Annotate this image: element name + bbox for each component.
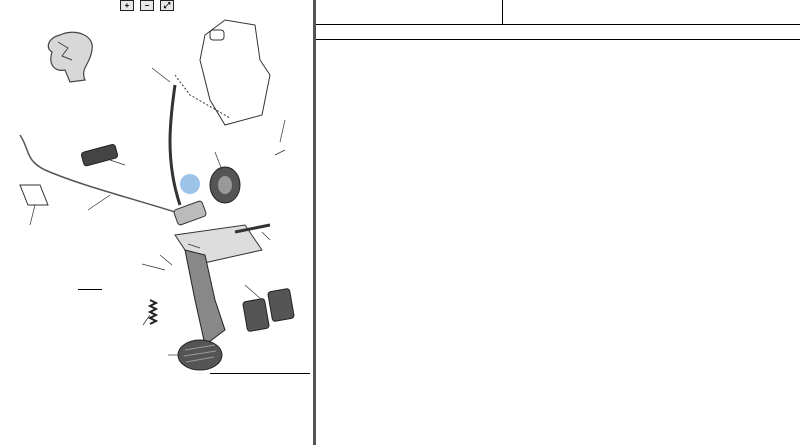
diagram-drawing [0,0,313,445]
zoom-in-icon[interactable]: + [120,0,134,11]
page-title [503,0,800,25]
zoom-out-icon[interactable]: − [140,0,154,11]
page-subtitle [316,25,800,40]
fraction-note [78,288,102,291]
exploded-diagram-pane[interactable] [0,0,313,445]
parts-list-pane [316,0,800,445]
zoom-fit-icon[interactable]: ⤢ [160,0,174,11]
lion-logo-icon [48,32,92,82]
header-info [316,0,503,25]
callout-10[interactable] [180,174,200,194]
